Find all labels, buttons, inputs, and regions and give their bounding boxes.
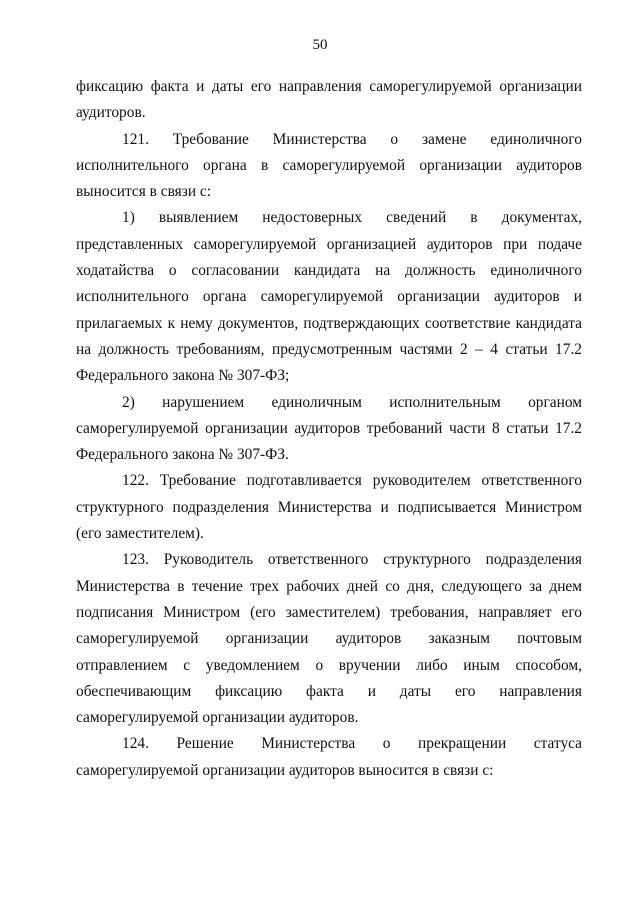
document-body: [76, 74, 582, 784]
paragraph-123: 123. Руководитель ответственного структурного подразделения Министерства в течение трех рабочих дней со дня, следующего за днем подписания Министром (его заместителем) требования, направляет его саморегулируемой организации аудиторов заказным почтовым отправлением с уведомлением о вручении либо иным способом, обеспечивающим фиксацию факта и даты его направления саморегулируемой организации аудиторов.: [76, 551, 582, 727]
paragraph-122: 122. Требование подготавливается руководителем ответственного структурного подразделения Министерства и подписывается Министром (его заместителем).: [76, 472, 582, 543]
paragraph-121-item-1: 1) выявлением недостоверных сведений в документах, представленных саморегулируемой организацией аудиторов при подаче ходатайства о согласовании кандидата на должность единоличного исполнительного органа саморегулируемой организации аудиторов и прилагаемых к нему документов, подтверждающих соответствие кандидата на должность требованиям, предусмотренным частями 2 – 4 статьи 17.2 Федерального закона № 307-ФЗ;: [76, 209, 582, 385]
paragraph-124: 124. Решение Министерства о прекращении статуса саморегулируемой организации аудиторов выносится в связи с:: [76, 735, 582, 779]
paragraph-121-item-2: 2) нарушением единоличным исполнительным органом саморегулируемой организации аудиторов требований части 8 статьи 17.2 Федерального закона № 307-ФЗ.: [76, 393, 582, 464]
paragraph-continuation: фиксацию факта и даты его направления саморегулируемой организации аудиторов.: [76, 78, 582, 122]
paragraph-121: 121. Требование Министерства о замене единоличного исполнительного органа в саморегулируемой организации аудиторов выносится в связи с:: [76, 130, 582, 201]
page-number: 50: [312, 37, 328, 53]
